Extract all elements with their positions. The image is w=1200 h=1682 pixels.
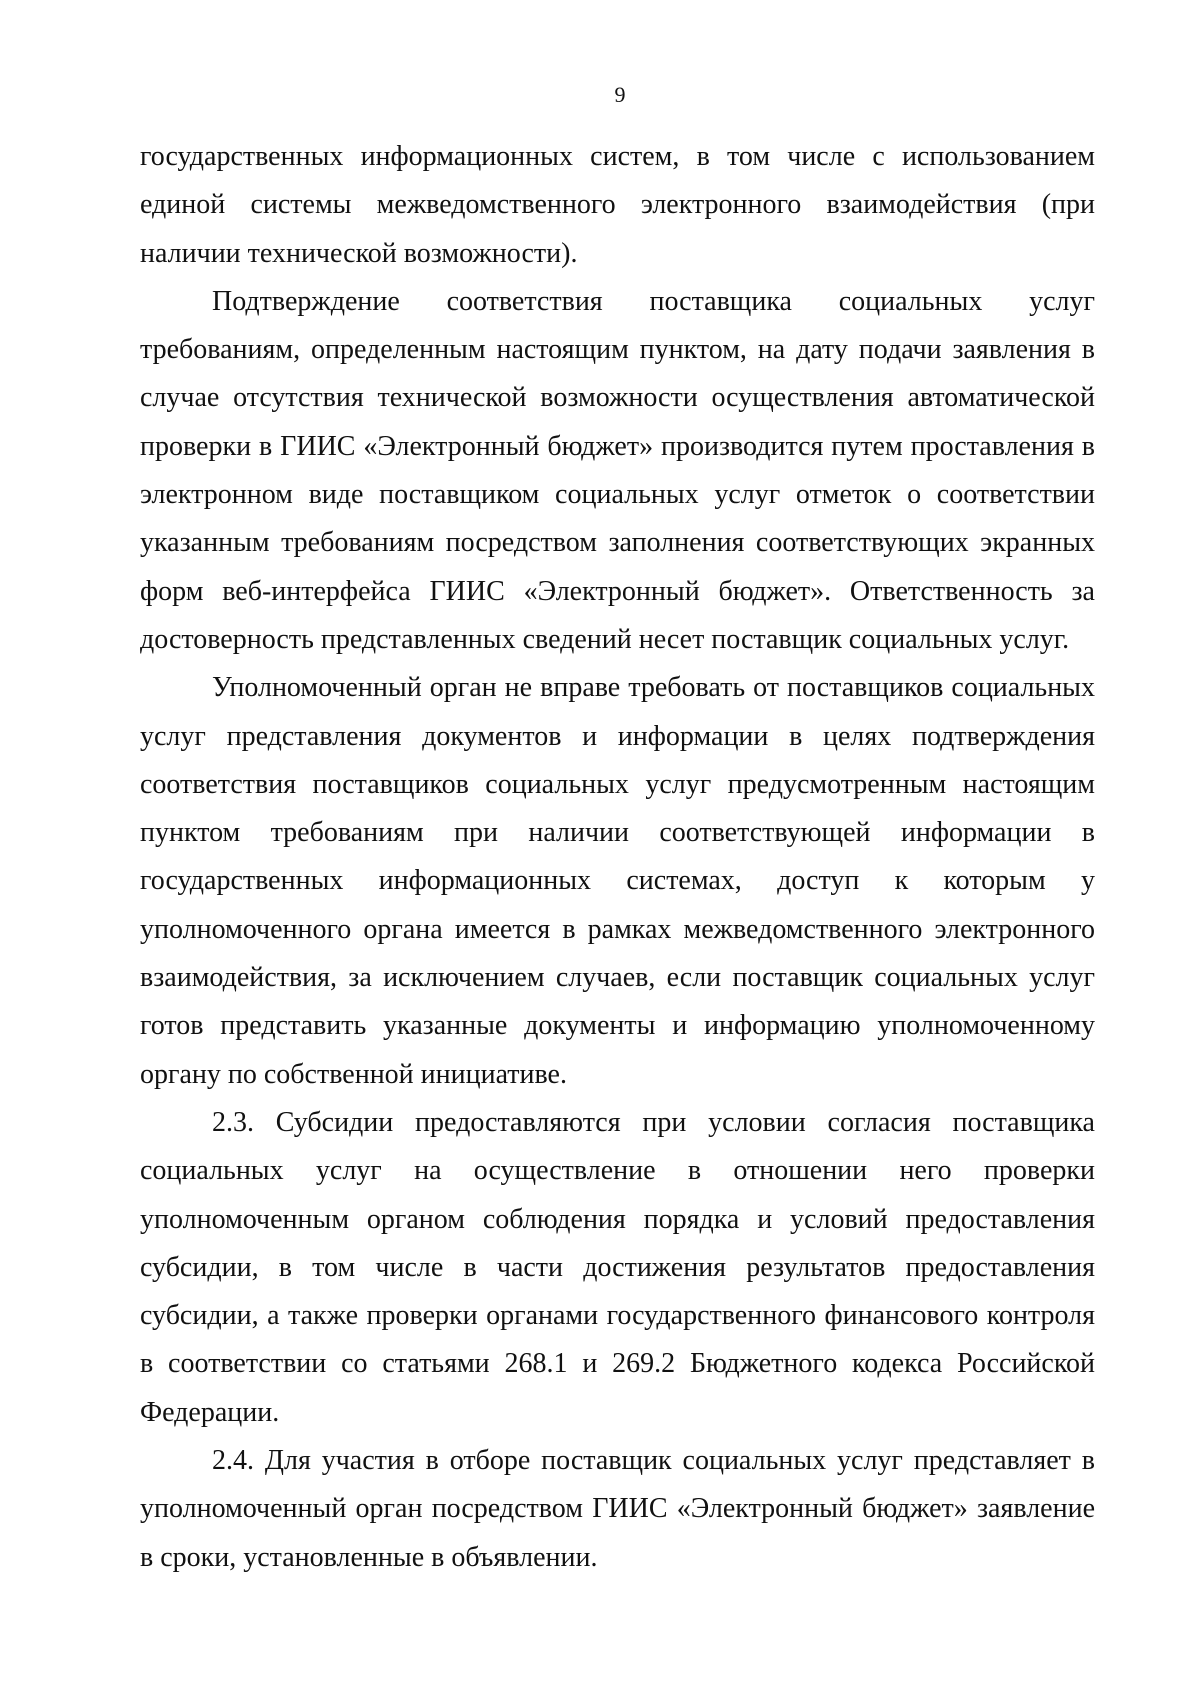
paragraph-2-4: 2.4. Для участия в отборе поставщик социальных услуг представляет в уполномоченный орган посредством ГИИС «Электронный бюджет» заявление в сроки, установленные в объявлении. — [140, 1445, 1095, 1573]
paragraph-continuation: государственных информационных систем, в том числе с использованием единой системы межведомственного электронного взаимодействия (при наличии технической возможности). — [140, 141, 1095, 269]
document-body — [140, 133, 1095, 1582]
page-number: 9 — [614, 82, 626, 107]
paragraph-2-3: 2.3. Субсидии предоставляются при условии согласия поставщика социальных услуг на осуществление в отношении него проверки уполномоченным органом соблюдения порядка и условий предоставления субсидии, в том числе в части достижения результатов предоставления субсидии, а также проверки органами государственного финансового контроля в соответствии со статьями 268.1 и 269.2 Бюджетного кодекса Российской Федерации. — [140, 1106, 1095, 1428]
paragraph-confirmation: Подтверждение соответствия поставщика социальных услуг требованиям, определенным настоящим пунктом, на дату подачи заявления в случае отсутствия технической возможности осуществления автоматической проверки в ГИИС «Электронный бюджет» производится путем проставления в электронном виде поставщиком социальных услуг отметок о соответствии указанным требованиям посредством заполнения соответствующих экранных форм веб-интерфейса ГИИС «Электронный бюджет». Ответственность за достоверность представленных сведений несет поставщик социальных услуг. — [140, 285, 1095, 655]
paragraph-authority-restriction: Уполномоченный орган не вправе требовать от поставщиков социальных услуг представления документов и информации в целях подтверждения соответствия поставщиков социальных услуг предусмотренным настоящим пунктом требованиям при наличии соответствующей информации в государственных информационных системах, доступ к которым у уполномоченного органа имеется в рамках межведомственного электронного взаимодействия, за исключением случаев, если поставщик социальных услуг готов представить указанные документы и информацию уполномоченному органу по собственной инициативе. — [140, 672, 1095, 1090]
